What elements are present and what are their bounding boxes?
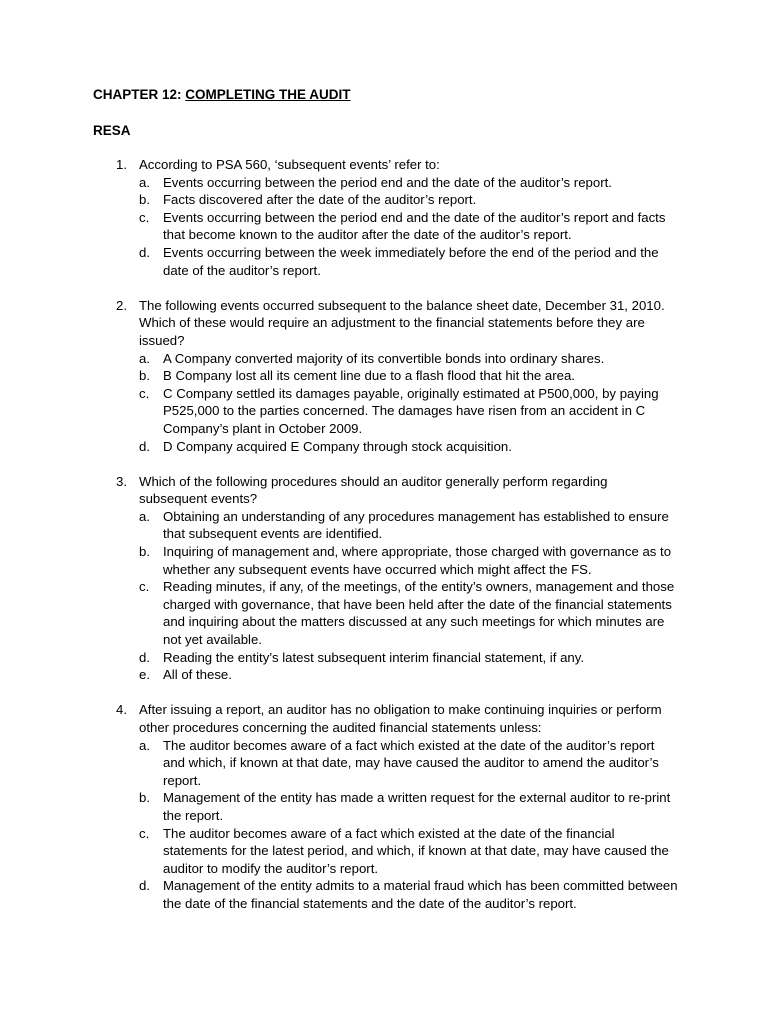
chapter-prefix: CHAPTER 12: xyxy=(93,87,186,102)
option-letter: b. xyxy=(139,790,150,806)
option-text: Management of the entity admits to a material fraud which has been committed between the date of the financial statements and the date of the auditor’s report. xyxy=(163,878,678,911)
option-text: A Company converted majority of its convertible bonds into ordinary shares. xyxy=(163,350,605,366)
chapter-heading xyxy=(93,86,351,104)
option-letter: c. xyxy=(139,579,150,595)
option-letter: d. xyxy=(139,878,150,894)
option-text: Events occurring between the week immediately before the end of the period and the date of the auditor’s report. xyxy=(163,244,659,278)
option-letter: c. xyxy=(139,825,150,841)
option-item xyxy=(0,508,768,543)
option-item xyxy=(0,825,768,878)
option-item xyxy=(0,385,768,438)
option-letter: d. xyxy=(139,438,150,454)
option-text: Obtaining an understanding of any procedures management has established to ensure that subsequent events are identified. xyxy=(163,508,669,542)
option-text: The auditor becomes aware of a fact which existed at the date of the auditor’s report and which, if known at that date, may have caused the auditor to amend the auditor’s report. xyxy=(163,737,659,788)
option-item xyxy=(0,244,768,279)
section-heading: RESA xyxy=(93,123,131,138)
option-item xyxy=(0,666,768,684)
option-text: Management of the entity has made a written request for the external auditor to re-print the report. xyxy=(163,790,671,823)
option-item xyxy=(0,649,768,667)
option-text: The auditor becomes aware of a fact which existed at the date of the financial statements for the latest period, and which, if known at that date, may have caused the auditor to modify the auditor’s report. xyxy=(163,825,669,876)
question-item xyxy=(0,156,768,279)
option-item xyxy=(0,578,768,648)
option-item xyxy=(0,877,768,912)
question-item xyxy=(0,701,768,912)
option-item xyxy=(0,737,768,790)
option-letter: a. xyxy=(139,350,150,366)
question-number: 1. xyxy=(116,157,127,172)
question-text: Which of the following procedures should an auditor generally perform regarding subsequent events? xyxy=(139,473,608,507)
question-text: After issuing a report, an auditor has no obligation to make continuing inquiries or perform other procedures concerning the audited financial statements unless: xyxy=(139,702,662,735)
option-text: Facts discovered after the date of the auditor’s report. xyxy=(163,192,477,208)
option-text: All of these. xyxy=(163,667,232,683)
option-letter: b. xyxy=(139,192,150,208)
option-text: B Company lost all its cement line due to a flash flood that hit the area. xyxy=(163,368,575,384)
option-letter: a. xyxy=(139,174,150,190)
option-item xyxy=(0,209,768,244)
question-number: 4. xyxy=(116,702,127,718)
option-text: Events occurring between the period end and the date of the auditor’s report. xyxy=(163,174,612,190)
option-item xyxy=(0,789,768,824)
option-text: Events occurring between the period end and the date of the auditor’s report and facts that become known to the auditor after the date of the auditor’s report. xyxy=(163,209,666,243)
option-letter: b. xyxy=(139,544,150,560)
option-letter: b. xyxy=(139,368,150,384)
question-list xyxy=(0,156,768,930)
option-text: C Company settled its damages payable, originally estimated at P500,000, by paying P525,000 to the parties concerned. The damages have risen from an accident in C Company’s plant in October 2009. xyxy=(163,385,659,436)
question-text: The following events occurred subsequent to the balance sheet date, December 31, 2010. Which of these would require an adjustment to the financial statements before they are issued? xyxy=(139,297,665,348)
option-letter: d. xyxy=(139,649,150,665)
question-number: 3. xyxy=(116,473,127,489)
option-item xyxy=(0,367,768,385)
option-item xyxy=(0,543,768,578)
question-number: 2. xyxy=(116,297,127,313)
option-letter: d. xyxy=(139,244,150,260)
question-text: According to PSA 560, ‘subsequent events’ refer to: xyxy=(139,157,440,172)
option-text: Inquiring of management and, where appropriate, those charged with governance as to whether any subsequent events have occurred which might affect the FS. xyxy=(163,544,672,577)
chapter-title: COMPLETING THE AUDIT xyxy=(185,87,351,102)
option-text: D Company acquired E Company through stock acquisition. xyxy=(163,438,512,454)
option-text: Reading minutes, if any, of the meetings, of the entity’s owners, management and those charged with governance, that have been held after the date of the financial statements and inquiring about the matters discussed at any such meetings for which minutes are not yet available. xyxy=(163,579,675,648)
option-letter: a. xyxy=(139,508,150,524)
option-item xyxy=(0,438,768,456)
option-item xyxy=(0,191,768,209)
option-letter: a. xyxy=(139,737,150,753)
question-item xyxy=(0,297,768,455)
option-item xyxy=(0,350,768,368)
option-text: Reading the entity’s latest subsequent interim financial statement, if any. xyxy=(163,649,585,665)
question-item xyxy=(0,473,768,684)
option-letter: c. xyxy=(139,385,150,401)
option-letter: e. xyxy=(139,667,150,683)
option-letter: c. xyxy=(139,209,150,225)
option-item xyxy=(0,174,768,192)
